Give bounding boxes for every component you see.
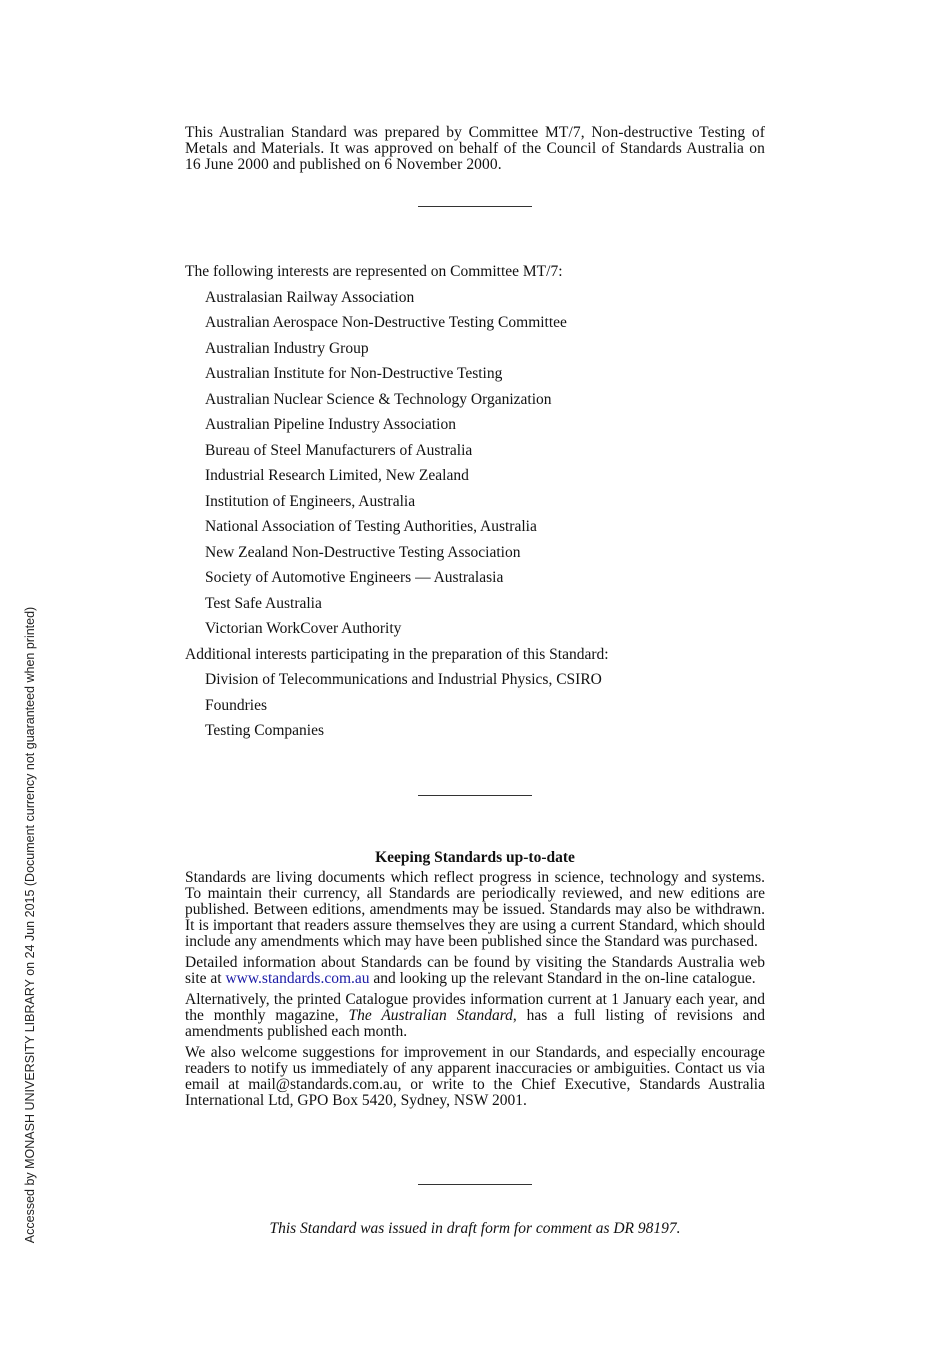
additional-interests-heading: Additional interests participating in the preparation of this Standard: bbox=[185, 645, 609, 663]
list-item: Foundries bbox=[205, 696, 267, 714]
committee-member-list bbox=[185, 288, 785, 645]
list-item: Australian Institute for Non-Destructive Testing bbox=[205, 365, 503, 382]
list-item: Industrial Research Limited, New Zealand bbox=[205, 467, 469, 484]
committee-section bbox=[185, 262, 785, 747]
magazine-title: The Australian Standard bbox=[348, 1007, 513, 1024]
list-item: Test Safe Australia bbox=[205, 594, 322, 612]
section-divider bbox=[418, 795, 532, 796]
paragraph: We also welcome suggestions for improvement in our Standards, and especially encourage readers to notify us immediately of any apparent inaccuracies or ambiguities. Contact us via email at mail@standards.com.au, or write to the Chief Executive, Standards Australia International Ltd, GPO Box 5420, Sydney, NSW 2001. bbox=[185, 1044, 765, 1109]
section-divider bbox=[418, 1184, 532, 1185]
approval-statement: This Australian Standard was prepared by Committee MT/7, Non-destructive Testing of Metals and Materials. It was approved on behalf of the Council of Standards Australia on 16 June 2000 and published on 6 November 2000. bbox=[185, 124, 765, 173]
additional-interests-list bbox=[185, 670, 785, 747]
section-divider bbox=[418, 206, 532, 207]
website-link[interactable]: www.standards.com.au bbox=[225, 970, 370, 987]
list-item: New Zealand Non-Destructive Testing Association bbox=[205, 543, 521, 561]
list-item: Testing Companies bbox=[205, 722, 325, 739]
list-item: Bureau of Steel Manufacturers of Australia bbox=[205, 441, 473, 459]
list-item: Australian Industry Group bbox=[205, 339, 369, 357]
list-item: Australian Pipeline Industry Association bbox=[205, 416, 456, 433]
list-item: Institution of Engineers, Australia bbox=[205, 492, 416, 510]
list-item: Australian Aerospace Non-Destructive Testing Committee bbox=[205, 314, 567, 331]
list-item: Society of Automotive Engineers — Australasia bbox=[205, 569, 504, 586]
list-item: Division of Telecommunications and Industrial Physics, CSIRO bbox=[205, 671, 602, 688]
section-title: Keeping Standards up-to-date bbox=[375, 849, 575, 866]
access-watermark: Accessed by MONASH UNIVERSITY LIBRARY on 24 Jun 2015 (Document currency not guaranteed when printed) bbox=[23, 606, 37, 1244]
committee-heading: The following interests are represented on Committee MT/7: bbox=[185, 263, 563, 280]
list-item: National Association of Testing Authorities, Australia bbox=[205, 518, 537, 535]
paragraph: Alternatively, the printed Catalogue provides information current at 1 January each year, and the monthly magazine, The Australian Standard, has a full listing of revisions and amendments published each month. bbox=[185, 991, 765, 1040]
keeping-standards-section bbox=[185, 848, 765, 1114]
list-item: Australasian Railway Association bbox=[205, 288, 415, 306]
paragraph: Standards are living documents which reflect progress in science, technology and systems. To maintain their currency, all Standards are periodically reviewed, and new editions are published. Between editions, amendments may be issued. Standards may also be withdrawn. It is important that readers assure themselves they are using a current Standard, which should include any amendments which may have been published since the Standard was purchased. bbox=[185, 869, 765, 950]
paragraph: Detailed information about Standards can be found by visiting the Standards Australia web site at www.standards.com.au and looking up the relevant Standard in the on-line catalogue. bbox=[185, 954, 765, 987]
list-item: Australian Nuclear Science & Technology Organization bbox=[205, 390, 552, 408]
list-item: Victorian WorkCover Authority bbox=[205, 620, 402, 637]
draft-note: This Standard was issued in draft form for comment as DR 98197. bbox=[269, 1220, 681, 1237]
